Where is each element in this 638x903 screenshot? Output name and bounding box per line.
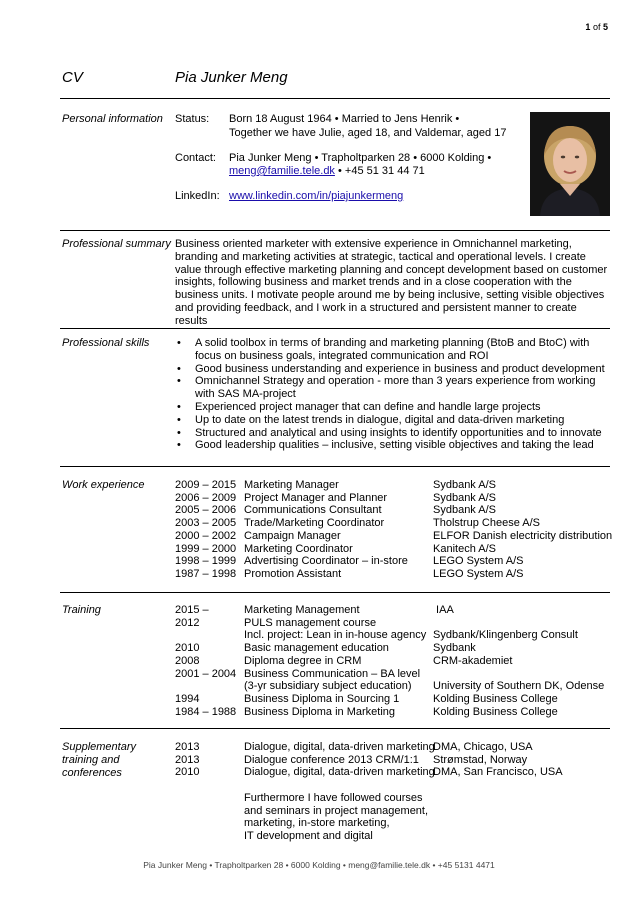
cv-name: Pia Junker Meng — [175, 69, 288, 86]
supp-years: 2013 — [175, 741, 200, 753]
contact-email-link[interactable]: meng@familie.tele.dk — [229, 165, 335, 177]
work-years: 2006 – 2009 — [175, 491, 237, 504]
bullet-icon: • — [177, 439, 181, 452]
work-org: Kanitech A/S — [433, 542, 496, 555]
training-org: CRM-akademiet — [433, 654, 513, 667]
work-org: LEGO System A/S — [433, 555, 524, 568]
contact-line-2 — [229, 165, 425, 178]
status-line-2: Together we have Julie, aged 18, and Valdemar, aged 17 — [229, 127, 507, 139]
bullet-icon: • — [177, 375, 181, 388]
work-role: Campaign Manager — [244, 529, 341, 542]
supp-note — [244, 792, 428, 843]
divider-skills — [60, 466, 610, 467]
work-role: Project Manager and Planner — [244, 491, 388, 504]
supp-years: 2013 — [175, 753, 200, 766]
training-course: Business Diploma in Sourcing 1 — [244, 692, 400, 705]
training-years — [175, 680, 236, 693]
supp-course: Dialogue, digital, data-driven marketing — [244, 766, 435, 779]
training-org — [433, 617, 604, 630]
bullet-icon: • — [177, 362, 181, 375]
contact-line-1: Pia Junker Meng • Trapholtparken 28 • 6000 Kolding • — [229, 152, 492, 164]
training-years-col — [175, 604, 236, 718]
training-course: PULS management course — [244, 616, 377, 629]
training-org: Sydbank — [433, 642, 476, 655]
skill-item — [175, 414, 615, 427]
work-years: 1999 – 2000 — [175, 542, 237, 555]
bullet-icon: • — [177, 337, 181, 349]
training-years — [175, 629, 236, 642]
training-years: 1994 — [175, 692, 200, 705]
supp-course-col — [244, 741, 435, 779]
training-course: Marketing Management — [244, 604, 360, 616]
work-role: Promotion Assistant — [244, 567, 342, 580]
page-current: 1 — [585, 22, 591, 32]
skills-label: Professional skills — [62, 337, 150, 349]
cv-title: CV — [62, 69, 83, 86]
training-org: Kolding Business College — [433, 692, 558, 705]
supp-course: Dialogue conference 2013 CRM/1:1 — [244, 753, 419, 766]
work-years: 2000 – 2002 — [175, 529, 237, 542]
work-role: Advertising Coordinator – in-store — [244, 555, 408, 568]
work-org: ELFOR Danish electricity distribution — [433, 529, 613, 542]
divider-training — [60, 728, 610, 729]
training-course: Business Communication – BA level — [244, 667, 421, 680]
skill-text: Omnichannel Strategy and operation - more than 3 years experience from working with SAS MA-project — [195, 375, 596, 401]
supplementary-label-line: conferences — [62, 767, 122, 779]
training-course: Basic management education — [244, 642, 389, 655]
page-number — [585, 22, 608, 32]
training-org — [433, 668, 604, 681]
linkedin-url[interactable]: www.linkedin.com/in/piajunkermeng — [229, 190, 404, 202]
page-total: 5 — [602, 22, 608, 32]
training-course: Business Diploma in Marketing — [244, 705, 396, 718]
supplementary-label-line: Supplementary — [62, 741, 136, 753]
summary-text: Business oriented marketer with extensive experience in Omnichannel marketing, branding and marketing activities at strategic, tactical and operational levels. I create value through effective marketing planning and concept development based on customer insights, following business and market trends and in a close cooperation with the business units. I motivate people around me by being inclusive, setting visible objectives and providing feedback, and I work in a structured and persistent manner to create results — [175, 238, 608, 327]
work-org: Sydbank A/S — [433, 479, 496, 491]
supp-org: DMA, San Francisco, USA — [433, 766, 563, 779]
training-years: 2015 – — [175, 604, 209, 616]
work-years: 2003 – 2005 — [175, 517, 237, 530]
skill-item — [175, 439, 615, 452]
training-label: Training — [62, 604, 101, 616]
divider-personal — [60, 230, 610, 231]
training-course: Incl. project: Lean in in-house agency — [244, 629, 427, 642]
work-role: Marketing Manager — [244, 479, 339, 491]
work-years: 1987 – 1998 — [175, 567, 237, 580]
linkedin-link[interactable] — [229, 190, 403, 203]
linkedin-label: LinkedIn: — [175, 190, 220, 202]
work-years-col — [175, 479, 236, 581]
skill-text: A solid toolbox in terms of branding and marketing planning (BtoB and BtoC) with focus on business goals, integrated communication and ROI — [195, 337, 590, 362]
work-org: LEGO System A/S — [433, 567, 524, 580]
skill-text: Up to date on the latest trends in dialogue, digital and data-driven marketing — [195, 413, 565, 426]
supplementary-label-line: training and — [62, 754, 120, 766]
supp-note-line: marketing, in-store marketing, — [244, 817, 390, 830]
skill-item — [175, 363, 615, 376]
supp-course: Dialogue, digital, data-driven marketing — [244, 741, 435, 753]
skill-item — [175, 427, 615, 440]
skill-item — [175, 337, 615, 363]
skill-text: Good business understanding and experience in business and product development — [195, 362, 605, 375]
page-of: of — [592, 22, 601, 32]
supp-org: Strømstad, Norway — [433, 753, 528, 766]
skill-item — [175, 375, 615, 401]
divider-summary — [60, 328, 610, 329]
work-org: Sydbank A/S — [433, 491, 496, 504]
training-org: Kolding Business College — [433, 705, 558, 718]
training-years: 2001 – 2004 — [175, 667, 237, 680]
training-years: 2010 — [175, 642, 200, 655]
work-org-col — [433, 479, 612, 581]
work-org: Tholstrup Cheese A/S — [433, 517, 541, 530]
work-years: 1998 – 1999 — [175, 555, 237, 568]
divider-header — [60, 98, 610, 99]
training-course: (3-yr subsidiary subject education) — [244, 680, 412, 693]
summary-label: Professional summary — [62, 238, 171, 250]
work-role-col — [244, 479, 408, 581]
skill-text: Structured and analytical and using insights to identify opportunities and to innovate — [195, 426, 602, 439]
training-org: IAA — [433, 604, 454, 616]
skill-text: Experienced project manager that can define and handle large projects — [195, 400, 541, 413]
supp-note-line: IT development and digital — [244, 830, 373, 843]
supp-years-col — [175, 741, 199, 779]
work-role: Communications Consultant — [244, 504, 382, 517]
bullet-icon: • — [177, 426, 181, 439]
supplementary-label — [62, 741, 136, 780]
supp-org: DMA, Chicago, USA — [433, 741, 533, 753]
skill-item — [175, 401, 615, 414]
bullet-icon: • — [177, 400, 181, 413]
skills-list — [175, 337, 615, 452]
training-course-col — [244, 604, 426, 718]
work-role: Marketing Coordinator — [244, 542, 353, 555]
skill-text: Good leadership qualities – inclusive, setting visible objectives and taking the lead — [195, 439, 594, 452]
portrait-image — [530, 112, 610, 216]
bullet-icon: • — [177, 413, 181, 426]
divider-work — [60, 592, 610, 593]
supp-org-col — [433, 741, 563, 779]
status-line-1: Born 18 August 1964 • Married to Jens Henrik • — [229, 113, 460, 125]
personal-info-label: Personal information — [62, 113, 163, 125]
page-footer: Pia Junker Meng • Trapholtparken 28 • 6000 Kolding • meng@familie.tele.dk • +45 5131 4471 — [143, 860, 495, 870]
supp-years: 2010 — [175, 766, 200, 779]
training-years: 2008 — [175, 654, 200, 667]
work-years: 2005 – 2006 — [175, 504, 237, 517]
supp-note-line: and seminars in project management, — [244, 804, 429, 817]
work-org: Sydbank A/S — [433, 504, 496, 517]
training-org-col — [433, 604, 604, 718]
training-course: Diploma degree in CRM — [244, 654, 362, 667]
training-years: 1984 – 1988 — [175, 705, 237, 718]
supp-note-line: Furthermore I have followed courses — [244, 792, 423, 804]
portrait-photo — [530, 112, 610, 216]
contact-phone: • +45 51 31 44 71 — [334, 165, 425, 177]
work-label: Work experience — [62, 479, 145, 491]
work-years: 2009 – 2015 — [175, 479, 237, 491]
training-years: 2012 — [175, 616, 200, 629]
contact-label: Contact: — [175, 152, 216, 164]
status-label: Status: — [175, 113, 210, 125]
work-role: Trade/Marketing Coordinator — [244, 517, 385, 530]
training-org: University of Southern DK, Odense — [433, 680, 605, 693]
training-org: Sydbank/Klingenberg Consult — [433, 629, 578, 642]
